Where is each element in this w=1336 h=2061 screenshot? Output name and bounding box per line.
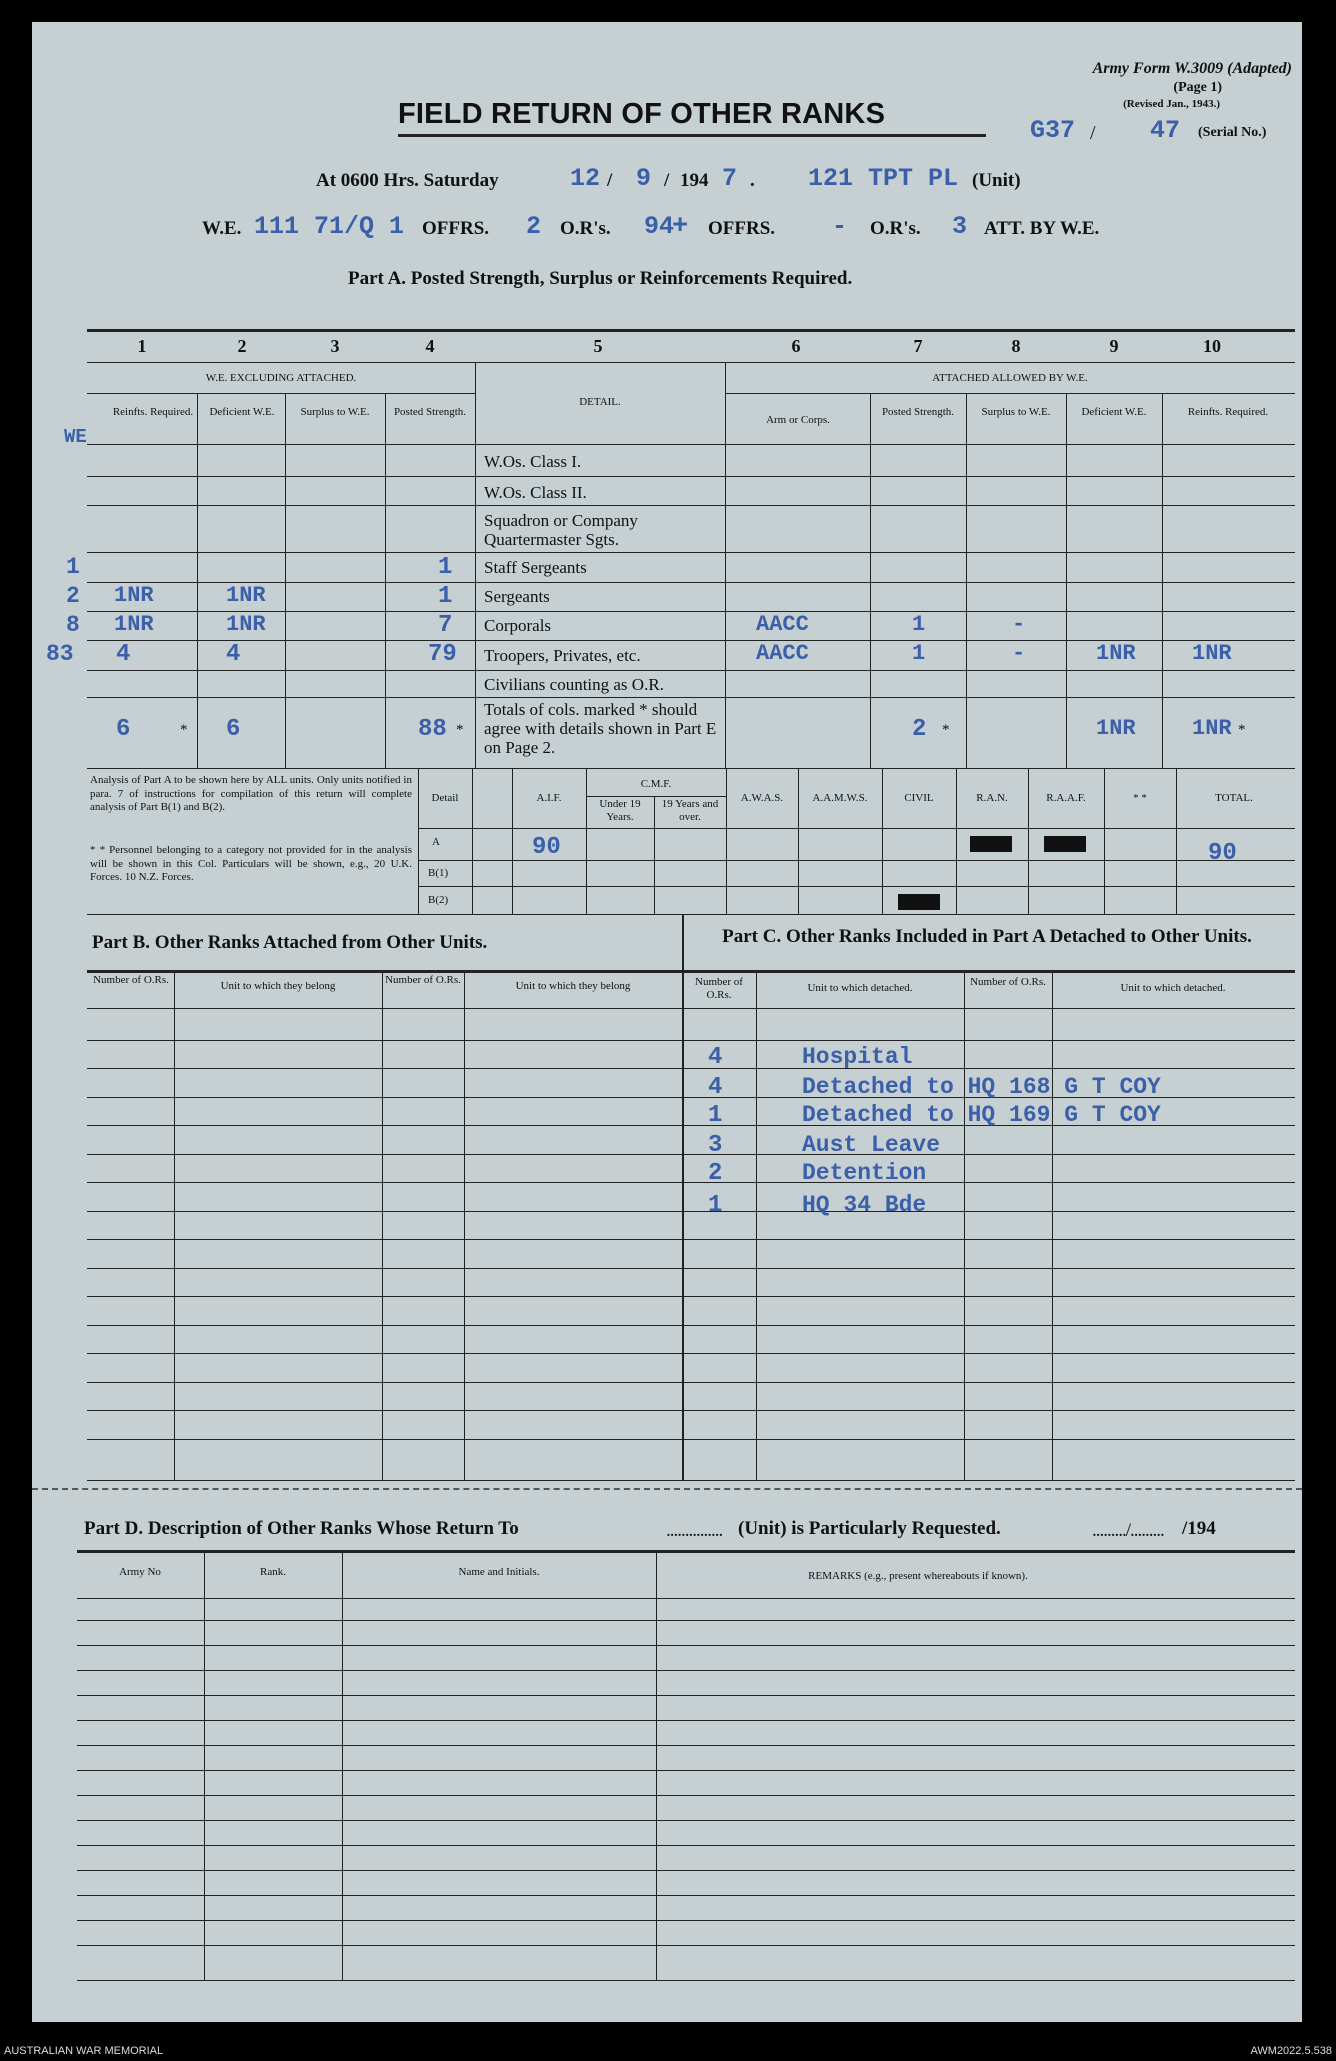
analysis-head-total: TOTAL. [1215, 792, 1253, 804]
part-c-head-unit-1: Unit to which detached. [807, 982, 913, 994]
analysis-head-awas: A.W.A.S. [740, 792, 784, 804]
date-day: 12 [570, 164, 601, 193]
serial-year: 47 [1150, 116, 1181, 145]
part-c-head-num-1: Number of O.Rs. [695, 976, 743, 1001]
serial-prefix: G37 [1030, 116, 1076, 145]
margin-we-note: WE [64, 426, 87, 448]
analysis-total-a: 90 [1208, 840, 1237, 867]
part-c-num-2: 4 [708, 1074, 723, 1101]
revised-label: (Revised Jan., 1943.) [1123, 98, 1220, 110]
plus-sign: + [672, 212, 689, 242]
cpl-reinfts: 1NR [114, 612, 154, 637]
col-number-6: 6 [791, 336, 801, 356]
part-d-head-name: Name and Initials. [458, 1566, 540, 1578]
detail-totals-note: Totals of cols. marked * should agree with details shown in Part E on Page 2. [484, 700, 717, 757]
army-form-label: Army Form W.3009 (Adapted) [1092, 60, 1292, 77]
sgt-deficient: 1NR [226, 583, 266, 608]
analysis-head-raaf: R.A.A.F. [1046, 792, 1086, 804]
part-d-title-c: /194 [1182, 1518, 1216, 1539]
part-b-head-unit-2: Unit to which they belong [515, 980, 631, 992]
analysis-head-under19: Under 19 Years. [599, 798, 641, 823]
col-head-reinfts: Reinfts. Required. [112, 406, 194, 418]
at-label: At 0600 Hrs. Saturday [316, 170, 499, 191]
pte-reinfts-att: 1NR [1192, 641, 1232, 666]
offrs2-hand: - [832, 212, 848, 241]
date-year-print: 194 [680, 170, 709, 191]
part-d-title-b: (Unit) is Particularly Requested. [738, 1518, 1001, 1539]
redaction-raaf [1044, 836, 1086, 852]
detail-wo-class-1: W.Os. Class I. [484, 452, 582, 471]
analysis-row-a: A [432, 836, 440, 848]
margin-cpl: 8 [66, 612, 80, 638]
part-a-title: Part A. Posted Strength, Surplus or Reinforcements Required. [348, 268, 853, 289]
footer-id: AWM2022.5.538 [1250, 2045, 1332, 2057]
detail-corporals: Corporals [484, 616, 552, 635]
pte-deficient-att: 1NR [1096, 641, 1136, 666]
col-number-10: 10 [1203, 336, 1221, 356]
detail-quartermaster: Squadron or Company Quartermaster Sgts. [484, 511, 638, 549]
form-page: Army Form W.3009 (Adapted) (Page 1) (Revised Jan., 1943.) FIELD RETURN OF OTHER RANKS G37 / 47 (Serial No.) At 0600 Hrs. Saturday 12 / 9 / 194 7 . 121 TPT PL (Unit) W.E. 111 71/Q 1 OFFRS. 2 O.R's. 94 + OFFRS. - O.R's. 3 ATT. BY W.E. Part A. Posted Strength, Surplus or Reinforcements Required. 1 2 3 4 5 6 7 8 9 10 W.E. EXCLUDING ATTACHED. ATTACHED ALLOWED BY W.E. DETAIL. Reinfts. Required. Deficient W.E. Surplus to W.E. Posted Strength. Arm or Corps. Posted Strength. Surplus to W.E. Deficient W.E. Reinfts. Required. WE W.Os. Class I. W.Os. Class II. Squadron or Company Quartermaster Sgts. Staff Sergeants Sergeants Corporals Troopers, Privates, etc. Civilians counting as O.R. Totals of cols. marked * should agree with details shown in Part E on Page 2. 1 2 8 83 1NR 1NR 1 1 1NR 1NR 7 AACC 1 - 4 4 79 AACC 1 - 1NR 1NR 6 * 6 88 * 2 * 1NR 1NR * Analysis of Part A to be shown here by ALL units. Only units notified in para. 7 of instructions for compilation of this return will complete analysis of Part B(1) and B(2). * * Personnel belonging to a category not provided for in the analysis will be shown in this Col. Particulars will be shown, e.g., 20 U.K. Forces. 10 N.Z. Forces. Detail A.I.F. C.M.F. Under 19 Years. 19 Years and over. A.W.A.S. A.A.M.W.S. CIVIL R.A.N. R.A.A.F. * * TOTAL. A B(1) B(2) 90 90 Part B. Other Ranks Attached from Other Units. Part C. Other Ranks Included in Part A Detached to Other Units. Number of O.Rs. Unit to which they belong Number of O.Rs. Unit to which they belong Number of O.Rs. Unit to which detached. Number of O.Rs. Unit to which detached. 4 Hospital 4 Detached to HQ 168 G T COY 1 Detached to HQ 169 G T COY 3 Aust Leave 2 Detention 1 HQ 34 Bde Part D. Description of Other Ranks Whose Return To ............... (Unit) is Particularly Requested. ........./......... /194 Army No Rank. Name and Initials. REMARKS (e.g., present whereabouts if known). [32, 22, 1302, 2022]
cpl-arm-corps: AACC [756, 612, 809, 637]
serial-label: (Serial No.) [1198, 125, 1267, 140]
detail-wo-class-2: W.Os. Class II. [484, 483, 587, 502]
analysis-head-civil: CIVIL [904, 792, 934, 804]
total-star-1: * [180, 722, 188, 738]
analysis-head-over19: 19 Years and over. [661, 798, 719, 823]
cpl-posted: 7 [438, 612, 453, 639]
col-head-reinfts-att: Reinfts. Required. [1187, 406, 1269, 418]
part-d-head-rank: Rank. [260, 1566, 286, 1578]
col-head-surplus-att: Surplus to W.E. [981, 406, 1051, 418]
col-number-2: 2 [237, 336, 247, 356]
detail-heading: DETAIL. [579, 396, 621, 408]
part-c-unit-5: Detention [802, 1160, 927, 1186]
pte-arm-corps: AACC [756, 641, 809, 666]
offrs2-label: OFFRS. [708, 218, 776, 239]
ors2-label: O.R's. [870, 218, 921, 239]
cpl-surplus-att: - [1012, 612, 1026, 637]
col-number-4: 4 [425, 336, 435, 356]
part-b-head-num-1: Number of O.Rs. [93, 974, 169, 986]
col-head-surplus: Surplus to W.E. [300, 406, 370, 418]
analysis-aif-a: 90 [532, 834, 561, 861]
detail-civilians: Civilians counting as O.R. [484, 675, 664, 694]
part-c-unit-1: Hospital [802, 1044, 913, 1070]
ors-hand: 94 [644, 212, 675, 241]
detail-troopers: Troopers, Privates, etc. [484, 646, 641, 665]
pte-deficient: 4 [226, 641, 241, 668]
footer-source: AUSTRALIAN WAR MEMORIAL [4, 2045, 164, 2057]
page-label: (Page 1) [1173, 80, 1222, 95]
title-underline [398, 134, 986, 137]
pte-posted-att: 1 [912, 641, 926, 666]
margin-pte: 83 [46, 641, 74, 667]
ors2-hand: 3 [952, 212, 968, 241]
detail-sergeants: Sergeants [484, 587, 550, 606]
sgt-posted: 1 [438, 583, 453, 610]
total-star-10: * [1238, 722, 1246, 738]
col-head-posted-att: Posted Strength. [881, 406, 955, 418]
part-b-title: Part B. Other Ranks Attached from Other Units. [92, 932, 488, 953]
staff-sgt-posted: 1 [438, 554, 453, 581]
col-head-deficient-att: Deficient W.E. [1081, 406, 1147, 418]
margin-staff-sgt: 1 [66, 554, 80, 580]
part-c-title: Part C. Other Ranks Included in Part A Detached to Other Units. [722, 926, 1252, 947]
att-label: ATT. BY W.E. [984, 218, 1100, 239]
pte-surplus-att: - [1012, 641, 1026, 666]
part-c-unit-6: HQ 34 Bde [802, 1192, 927, 1218]
total-star-7: * [942, 722, 950, 738]
part-c-unit-2: Detached to HQ 168 G T COY [802, 1074, 1161, 1100]
date-year-hand: 7 [722, 164, 738, 193]
analysis-row-b2: B(2) [428, 894, 449, 906]
total-deficient-att: 1NR [1096, 716, 1136, 741]
we-excluding-heading: W.E. EXCLUDING ATTACHED. [205, 372, 357, 384]
analysis-head-aif: A.I.F. [536, 792, 562, 804]
pte-reinfts: 4 [116, 641, 131, 668]
pte-posted: 79 [428, 641, 457, 668]
we-hand: 111 71/Q 1 [254, 212, 405, 241]
part-d-head-remarks: REMARKS (e.g., present whereabouts if known). [808, 1570, 1028, 1582]
part-c-num-1: 4 [708, 1044, 723, 1071]
total-deficient: 6 [226, 716, 241, 743]
part-d-head-army-no: Army No [119, 1566, 161, 1578]
col-head-arm-corps: Arm or Corps. [766, 414, 830, 426]
redaction-civil [898, 894, 940, 910]
part-c-unit-4: Aust Leave [802, 1132, 941, 1158]
col-number-5: 5 [593, 336, 603, 356]
part-c-head-num-2: Number of O.Rs. [970, 976, 1046, 988]
margin-sgt: 2 [66, 583, 80, 609]
page-title: FIELD RETURN OF OTHER RANKS [398, 98, 886, 130]
offrs-label: OFFRS. [422, 218, 490, 239]
part-d-title-a: Part D. Description of Other Ranks Whose Return To [84, 1518, 519, 1539]
cpl-posted-att: 1 [912, 612, 926, 637]
date-month: 9 [636, 164, 652, 193]
analysis-head-detail: Detail [431, 792, 459, 804]
analysis-row-b1: B(1) [428, 867, 449, 879]
personnel-note: * * Personnel belonging to a category not provided for in the analysis will be shown in this Col. Particulars will be shown, e.g., 20 U.K. Forces. 10 N.Z. Forces. [90, 844, 412, 883]
sgt-reinfts: 1NR [114, 583, 154, 608]
attached-allowed-heading: ATTACHED ALLOWED BY W.E. [932, 372, 1088, 384]
offrs-hand: 2 [526, 212, 542, 241]
part-b-head-num-2: Number of O.Rs. [385, 974, 461, 986]
analysis-head-aamws: A.A.M.W.S. [812, 792, 868, 804]
we-label: W.E. [202, 218, 242, 239]
unit-hand: 121 TPT PL [808, 164, 959, 193]
col-head-deficient: Deficient W.E. [209, 406, 275, 418]
ors-label: O.R's. [560, 218, 611, 239]
total-posted-att: 2 [912, 716, 927, 743]
col-head-posted: Posted Strength. [393, 406, 467, 418]
total-posted: 88 [418, 716, 447, 743]
col-number-3: 3 [330, 336, 340, 356]
part-c-num-6: 1 [708, 1192, 723, 1219]
part-c-head-unit-2: Unit to which detached. [1120, 982, 1226, 994]
tear-line [32, 1488, 1302, 1490]
part-b-head-unit-1: Unit to which they belong [220, 980, 336, 992]
total-star-4: * [456, 722, 464, 738]
part-c-unit-3: Detached to HQ 169 G T COY [802, 1102, 1161, 1128]
total-reinfts: 6 [116, 716, 131, 743]
col-number-7: 7 [913, 336, 923, 356]
unit-label: (Unit) [972, 170, 1021, 191]
analysis-head-cmf: C.M.F. [640, 778, 672, 790]
analysis-head-ran: R.A.N. [976, 792, 1008, 804]
analysis-head-stars: * * [1133, 792, 1147, 804]
col-number-9: 9 [1109, 336, 1119, 356]
part-c-num-4: 3 [708, 1132, 723, 1159]
part-c-num-5: 2 [708, 1160, 723, 1187]
col-number-8: 8 [1011, 336, 1021, 356]
redaction-ran [970, 836, 1012, 852]
detail-staff-sergeants: Staff Sergeants [484, 558, 587, 577]
cpl-deficient: 1NR [226, 612, 266, 637]
col-number-1: 1 [137, 336, 147, 356]
total-reinfts-att: 1NR [1192, 716, 1232, 741]
part-c-num-3: 1 [708, 1102, 723, 1129]
analysis-note: Analysis of Part A to be shown here by ALL units. Only units notified in para. 7 of instructions for compilation of this return will complete analysis of Part B(1) and B(2). [90, 774, 412, 813]
